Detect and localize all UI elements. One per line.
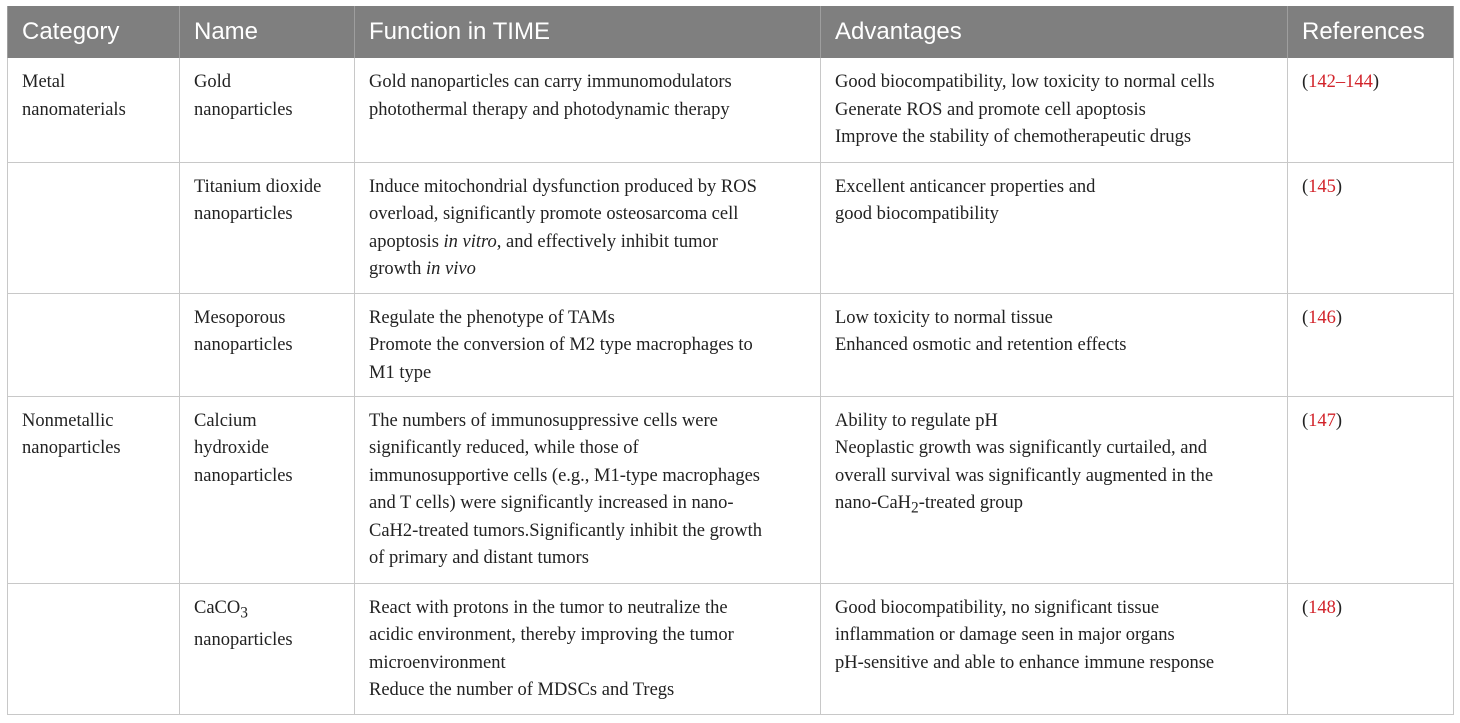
- text-line: Good biocompatibility, low toxicity to normal cells: [835, 72, 1215, 92]
- cell-function: [355, 58, 821, 162]
- text-line: Mesoporous: [194, 307, 286, 328]
- text-segment: , and effectively inhibit tumor: [496, 231, 718, 252]
- text-line: nanoparticles: [194, 204, 293, 224]
- text-line: M1 type: [369, 362, 432, 383]
- text-line: Improve the stability of chemotherapeutic drugs: [835, 127, 1192, 147]
- reference-open-paren: (: [1302, 307, 1309, 328]
- cell-category: [8, 583, 180, 714]
- text-segment: apoptosis: [369, 231, 444, 252]
- cell-name: [180, 162, 355, 293]
- cell-reference: [1288, 162, 1454, 293]
- table-row: [8, 162, 1454, 293]
- text-line: immunosupportive cells (e.g., M1-type macrophages: [369, 465, 760, 486]
- cell-function: [355, 583, 821, 714]
- reference-link[interactable]: 145: [1308, 176, 1336, 197]
- cell-reference: [1288, 583, 1454, 714]
- reference-close-paren: ): [1335, 307, 1343, 328]
- reference-close-paren: ): [1335, 176, 1343, 197]
- reference-close-paren: ): [1372, 72, 1380, 92]
- cell-category: [8, 293, 180, 396]
- text-line: nanoparticles: [194, 335, 293, 355]
- text-line: good biocompatibility: [835, 204, 999, 224]
- reference-link[interactable]: 142–144: [1308, 72, 1373, 92]
- reference-open-paren: (: [1302, 410, 1309, 431]
- reference-link[interactable]: 147: [1308, 410, 1336, 431]
- reference-open-paren: (: [1302, 597, 1309, 618]
- reference-link[interactable]: 146: [1308, 307, 1336, 328]
- cell-reference: [1288, 396, 1454, 583]
- text-line: Generate ROS and promote cell apoptosis: [835, 99, 1146, 120]
- text-line: Nonmetallic: [22, 410, 114, 431]
- italic-term: in vivo: [426, 259, 476, 279]
- text-line: Gold: [194, 72, 231, 92]
- header-row: [8, 6, 1454, 58]
- table-row: [8, 396, 1454, 583]
- text-line: hydroxide: [194, 438, 270, 458]
- text-line: Good biocompatibility, no significant tissue: [835, 597, 1160, 618]
- text-line: nanoparticles: [194, 629, 293, 650]
- table-row: [8, 293, 1454, 396]
- text-segment: growth: [369, 259, 427, 279]
- italic-term: in vitro: [443, 231, 497, 252]
- text-line: Excellent anticancer properties and: [835, 176, 1096, 197]
- reference-close-paren: ): [1335, 410, 1343, 431]
- text-line: CaH2-treated tumors.Significantly inhibit the growth: [369, 520, 763, 541]
- text-line: pH-sensitive and able to enhance immune response: [835, 652, 1215, 673]
- text-line: [194, 595, 340, 627]
- cell-reference: [1288, 293, 1454, 396]
- cell-advantages: [821, 293, 1288, 396]
- reference-close-paren: ): [1335, 597, 1343, 618]
- text-segment: nano-CaH: [835, 493, 912, 513]
- subscript: 3: [240, 604, 248, 622]
- column-header-references: References: [1288, 6, 1454, 58]
- text-line: Enhanced osmotic and retention effects: [835, 335, 1127, 355]
- text-segment: -treated group: [918, 493, 1024, 513]
- text-line: nanoparticles: [22, 438, 121, 458]
- text-line: of primary and distant tumors: [369, 548, 589, 568]
- cell-function: [355, 162, 821, 293]
- cell-name: [180, 293, 355, 396]
- column-header-category: Category: [8, 6, 180, 58]
- column-header-function: Function in TIME: [355, 6, 821, 58]
- text-line: overload, significantly promote osteosarcoma cell: [369, 204, 739, 224]
- text-line: React with protons in the tumor to neutralize the: [369, 597, 728, 618]
- text-line: overall survival was significantly augmented in the: [835, 465, 1214, 486]
- text-line: [835, 490, 1273, 522]
- cell-name: [180, 396, 355, 583]
- text-line: Regulate the phenotype of TAMs: [369, 307, 615, 328]
- reference-open-paren: (: [1302, 72, 1309, 92]
- cell-advantages: [821, 583, 1288, 714]
- text-line: Low toxicity to normal tissue: [835, 307, 1053, 328]
- cell-name: [180, 58, 355, 162]
- text-line: Calcium: [194, 410, 257, 431]
- column-header-advantages: Advantages: [821, 6, 1288, 58]
- text-line: [369, 256, 806, 284]
- reference-link[interactable]: 148: [1308, 597, 1336, 618]
- text-line: Reduce the number of MDSCs and Tregs: [369, 680, 675, 700]
- text-line: Promote the conversion of M2 type macrophages to: [369, 335, 753, 355]
- table-row: [8, 583, 1454, 714]
- text-segment: CaCO: [194, 597, 241, 618]
- cell-reference: [1288, 58, 1454, 162]
- cell-advantages: [821, 162, 1288, 293]
- text-line: photothermal therapy and photodynamic therapy: [369, 99, 730, 120]
- table-row: [8, 58, 1454, 162]
- text-line: nanoparticles: [194, 99, 293, 120]
- text-line: nanomaterials: [22, 99, 126, 120]
- text-line: and T cells) were significantly increased in nano-: [369, 493, 734, 513]
- text-line: [369, 229, 806, 257]
- subscript: 2: [911, 499, 919, 517]
- text-line: Metal: [22, 72, 66, 92]
- text-line: The numbers of immunosuppressive cells were: [369, 410, 718, 431]
- cell-category: [8, 162, 180, 293]
- text-line: inflammation or damage seen in major organs: [835, 625, 1175, 645]
- text-line: Titanium dioxide: [194, 176, 322, 197]
- cell-advantages: [821, 58, 1288, 162]
- text-line: microenvironment: [369, 652, 506, 673]
- cell-function: [355, 293, 821, 396]
- text-line: significantly reduced, while those of: [369, 438, 639, 458]
- text-line: Neoplastic growth was significantly curtailed, and: [835, 438, 1207, 458]
- cell-category: [8, 58, 180, 162]
- cell-category: [8, 396, 180, 583]
- reference-open-paren: (: [1302, 176, 1309, 197]
- text-line: Induce mitochondrial dysfunction produced by ROS: [369, 176, 757, 197]
- text-line: acidic environment, thereby improving the tumor: [369, 625, 734, 645]
- comparison-table: [7, 6, 1454, 715]
- text-line: Ability to regulate pH: [835, 410, 998, 431]
- text-line: Gold nanoparticles can carry immunomodulators: [369, 72, 732, 92]
- column-header-name: Name: [180, 6, 355, 58]
- cell-advantages: [821, 396, 1288, 583]
- cell-name: [180, 583, 355, 714]
- text-line: nanoparticles: [194, 465, 293, 486]
- cell-function: [355, 396, 821, 583]
